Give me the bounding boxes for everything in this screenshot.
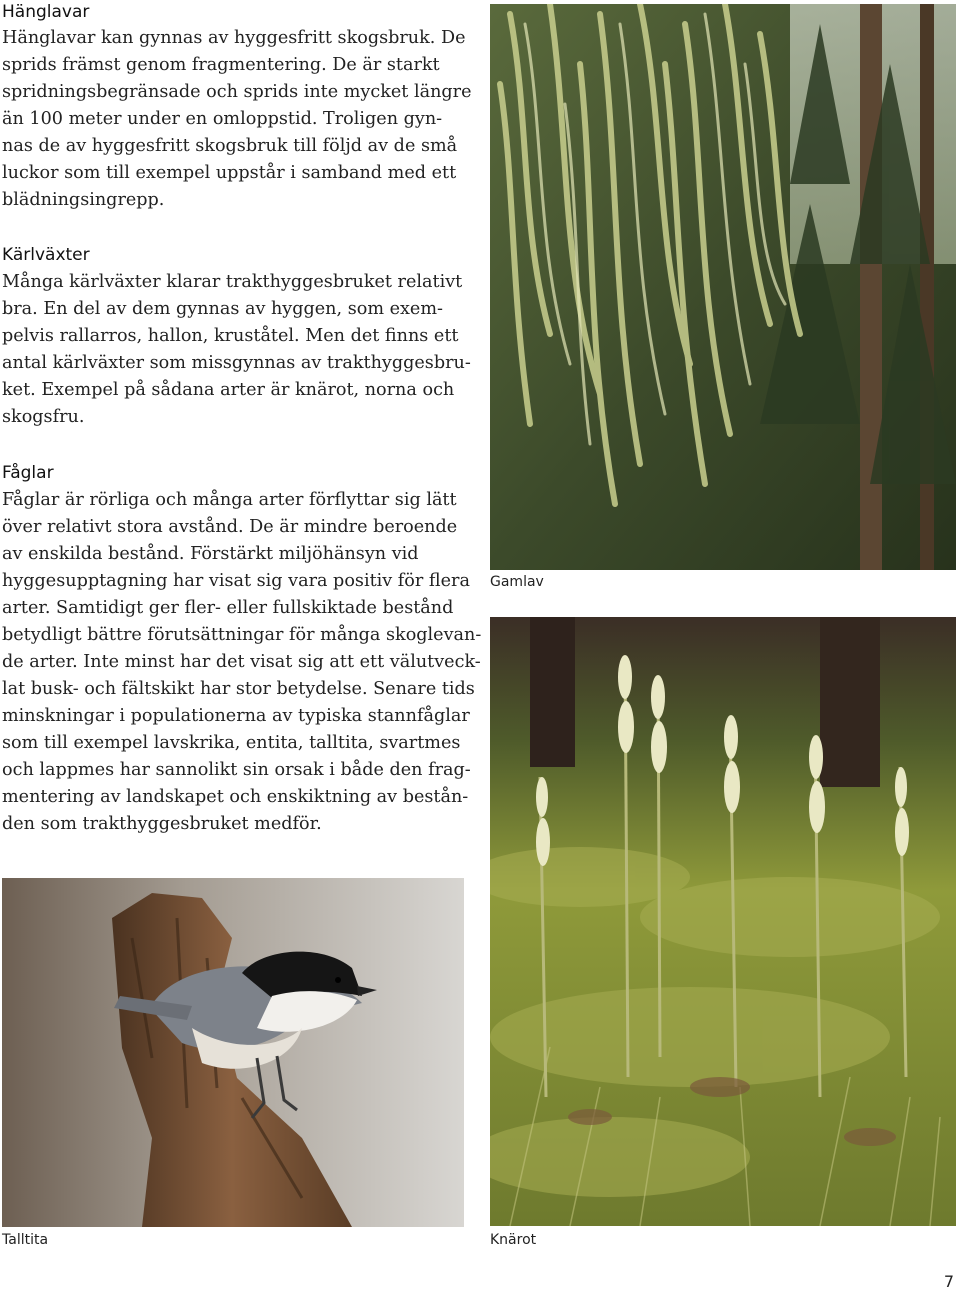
text-line: Många kärlväxter klarar trakthyggesbruket relativt (2, 272, 463, 292)
caption-knarot: Knärot (490, 1232, 537, 1248)
text-line: ket. Exempel på sådana arter är knärot, norna och (2, 380, 455, 400)
paragraph-hanglavar (2, 25, 471, 214)
photo-gamlav (490, 4, 956, 570)
text-line: de arter. Inte minst har det visat sig att ett välutveck- (2, 652, 481, 672)
text-line: och lappmes har sannolikt sin orsak i både den frag- (2, 760, 471, 780)
text-line: arter. Samtidigt ger fler- eller fullskiktade bestånd (2, 598, 454, 618)
caption-talltita: Talltita (2, 1232, 49, 1248)
paragraph-faglar (2, 487, 481, 838)
text-line: skogsfru. (2, 407, 85, 427)
text-line: som till exempel lavskrika, entita, talltita, svartmes (2, 733, 461, 753)
text-line: lat busk- och fältskikt har stor betydelse. Senare tids (2, 679, 475, 699)
text-line: betydligt bättre förutsättningar för många skoglevan- (2, 625, 482, 645)
text-line: än 100 meter under en omloppstid. Troligen gyn- (2, 109, 443, 129)
text-line: nas de av hyggesfritt skogsbruk till följd av de små (2, 136, 458, 156)
page-number: 7 (943, 1272, 954, 1291)
text-line: över relativt stora avstånd. De är mindre beroende (2, 517, 458, 537)
text-line: minskningar i populationerna av typiska stannfåglar (2, 706, 470, 726)
text-line: mentering av landskapet och enskiktning av bestån- (2, 787, 469, 807)
text-line: av enskilda bestånd. Förstärkt miljöhänsyn vid (2, 544, 419, 564)
photo-talltita (2, 878, 464, 1227)
photo-knarot (490, 617, 956, 1226)
text-line: sprids främst genom fragmentering. De är starkt (2, 55, 440, 75)
text-line: Hänglavar kan gynnas av hyggesfritt skogsbruk. De (2, 28, 466, 48)
text-line: Fåglar är rörliga och många arter förflyttar sig lätt (2, 490, 457, 510)
text-line: antal kärlväxter som missgynnas av trakthyggesbru- (2, 353, 471, 373)
heading-hanglavar: Hänglavar (2, 2, 90, 22)
text-line: bra. En del av dem gynnas av hyggen, som exem- (2, 299, 443, 319)
text-line: den som trakthyggesbruket medför. (2, 814, 322, 834)
text-line: pelvis rallarros, hallon, kruståtel. Men det finns ett (2, 326, 459, 346)
paragraph-karlvaxter (2, 269, 471, 431)
text-line: luckor som till exempel uppstår i samband med ett (2, 163, 457, 183)
text-line: spridningsbegränsade och sprids inte mycket längre (2, 82, 472, 102)
caption-gamlav: Gamlav (490, 574, 544, 590)
heading-karlvaxter: Kärlväxter (2, 245, 90, 265)
text-line: blädningsingrepp. (2, 190, 165, 210)
text-line: hyggesupptagning har visat sig vara positiv för flera (2, 571, 470, 591)
heading-faglar: Fåglar (2, 463, 54, 483)
